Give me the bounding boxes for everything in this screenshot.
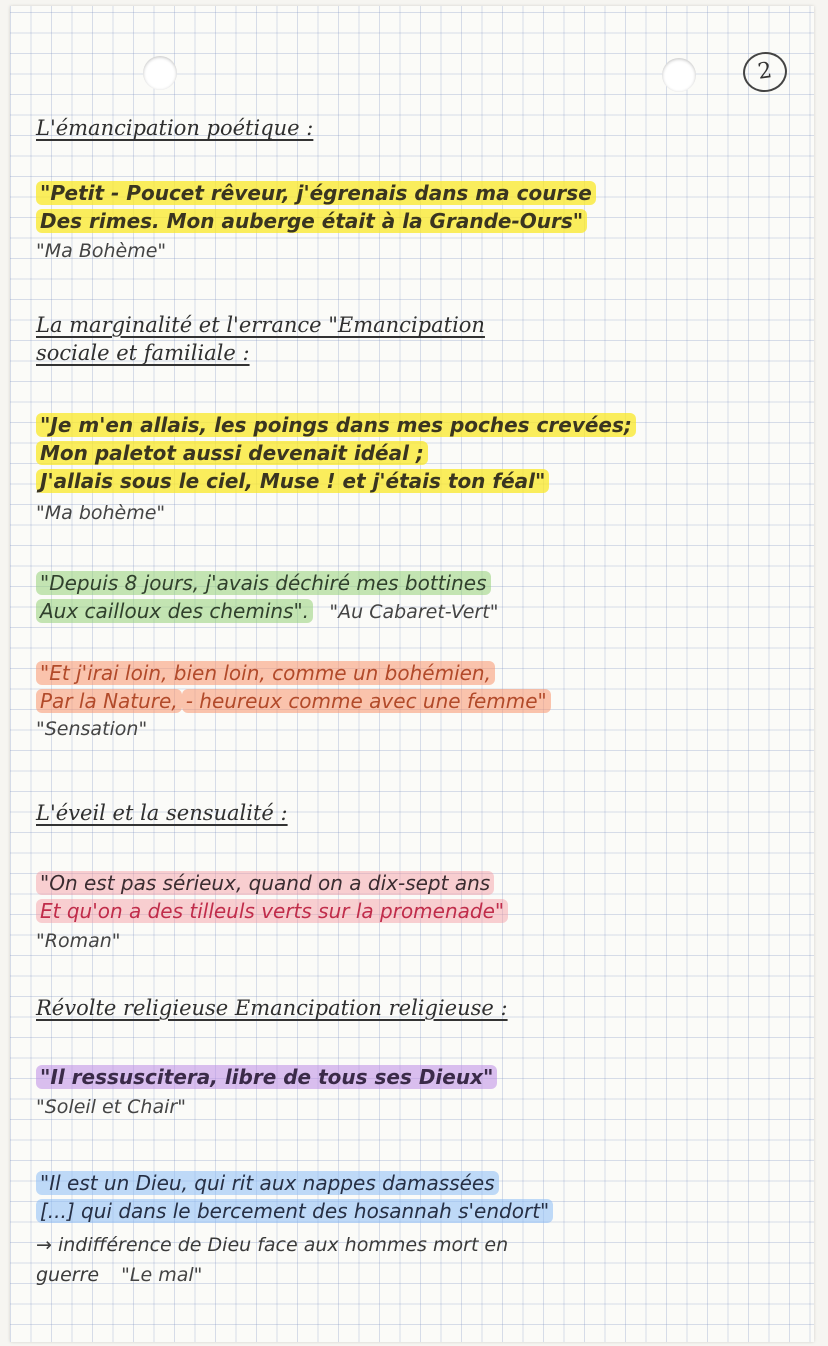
quote-line — [36, 180, 596, 206]
quote-line — [36, 468, 549, 494]
quote-line — [36, 870, 494, 896]
source-title: "Au Cabaret-Vert" — [329, 601, 499, 623]
note-text: guerre — [36, 1264, 100, 1286]
heading-eveil: L'éveil et la sensualité : — [36, 801, 288, 825]
quote-line — [36, 412, 636, 438]
punch-hole-right — [662, 58, 696, 92]
source-title: "Ma Bohème" — [36, 240, 167, 262]
source-title: "Ma bohème" — [36, 502, 166, 524]
quote-text: [...] qui dans le bercement des hosannah s'endort" — [36, 1199, 553, 1223]
quote-text: "Depuis 8 jours, j'avais déchiré mes bottines — [36, 571, 491, 595]
heading-revolte: Révolte religieuse Emancipation religieuse : — [36, 996, 508, 1020]
quote-line — [36, 1170, 499, 1196]
quote-line — [36, 570, 491, 596]
page-number: 2 — [740, 49, 789, 95]
quote-text: "Je m'en allais, les poings dans mes poches crevées; — [36, 413, 636, 437]
note-line — [36, 1262, 202, 1288]
quote-text: Des rimes. Mon auberge était à la Grande-Ours" — [36, 209, 587, 233]
quote-line — [36, 598, 498, 625]
source-title: "Soleil et Chair" — [36, 1096, 186, 1118]
quote-text: "Et j'irai loin, bien loin, comme un bohémien, — [36, 661, 495, 685]
heading-emancipation-poetique: L'émancipation poétique : — [36, 116, 314, 140]
quote-line — [36, 440, 428, 466]
heading-marginalite-cont: sociale et familiale : — [36, 341, 250, 365]
quote-text: "Il ressuscitera, libre de tous ses Dieux" — [36, 1065, 497, 1089]
source-title: "Le mal" — [121, 1264, 203, 1286]
quote-line — [36, 660, 495, 686]
quote-line — [36, 1198, 553, 1224]
quote-line — [36, 1064, 497, 1090]
quote-text: J'allais sous le ciel, Muse ! et j'étais ton féal" — [36, 469, 549, 493]
quote-line — [36, 208, 587, 234]
note-line: → indifférence de Dieu face aux hommes mort en — [36, 1234, 509, 1256]
quote-text: - heureux comme avec une femme" — [182, 689, 551, 713]
quote-text: "Il est un Dieu, qui rit aux nappes damassées — [36, 1171, 499, 1195]
heading-marginalite: La marginalité et l'errance "Emancipation — [36, 313, 485, 337]
quote-text: Aux cailloux des chemins". — [36, 599, 313, 623]
quote-text: "On est pas sérieux, quand on a dix-sept ans — [36, 871, 494, 895]
quote-text: Par la Nature, — [36, 689, 182, 713]
punch-hole-left — [143, 56, 177, 90]
quote-line — [36, 898, 508, 924]
quote-text: Et qu'on a des tilleuls verts sur la promenade" — [36, 899, 508, 923]
source-title: "Roman" — [36, 930, 121, 952]
source-title: "Sensation" — [36, 718, 148, 740]
quote-line — [36, 688, 551, 714]
quote-text: Mon paletot aussi devenait idéal ; — [36, 441, 428, 465]
quote-text: "Petit - Poucet rêveur, j'égrenais dans ma course — [36, 181, 596, 205]
